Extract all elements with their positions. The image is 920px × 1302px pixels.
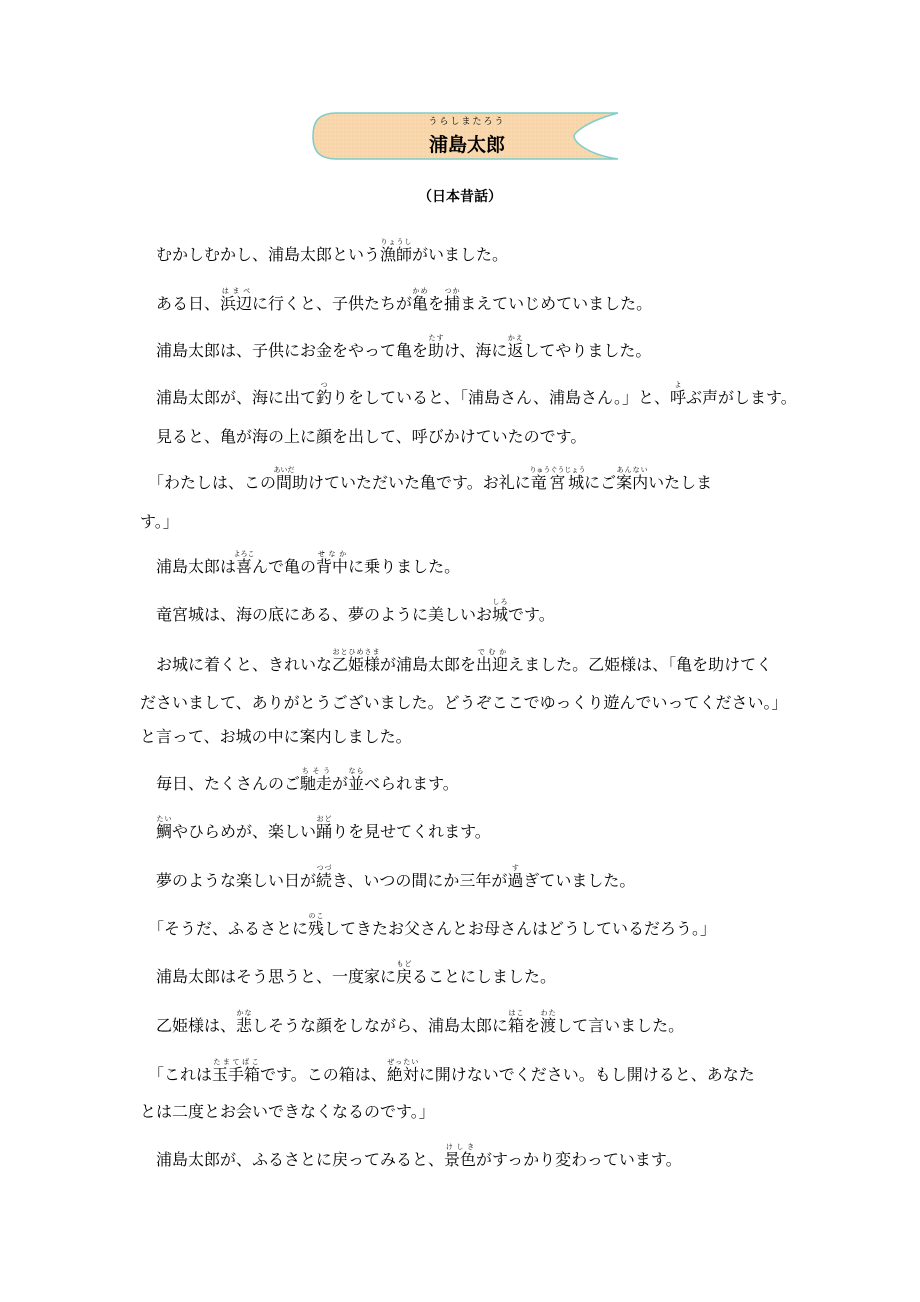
- ruby-base: 過: [507, 871, 524, 890]
- text-run: と言って、お城の中に案内しました。: [140, 727, 412, 746]
- ruby-base: 竜宮城: [529, 473, 586, 492]
- text-run: 「わたしは、この: [140, 473, 277, 492]
- ruby-word: [386, 1058, 419, 1084]
- paragraph-line: [140, 424, 586, 447]
- ruby-word: [669, 381, 686, 407]
- paragraph-line: [140, 466, 712, 493]
- ruby-word: [308, 912, 325, 938]
- text-run: 浦島太郎が、海に出て: [140, 388, 317, 407]
- ruby-word: [273, 466, 295, 492]
- text-run: 「そうだ、ふるさとに: [140, 919, 309, 938]
- page-title: 浦島太郎: [428, 134, 505, 156]
- ruby-base: 玉手箱: [212, 1065, 261, 1084]
- ruby-reading: たまてばこ: [212, 1058, 261, 1066]
- ruby-reading: なら: [348, 767, 365, 775]
- ruby-word: [444, 287, 461, 313]
- paragraph-line: [140, 238, 508, 265]
- paragraph-line: [140, 648, 772, 675]
- text-run: 乙姫様は、: [140, 1016, 237, 1035]
- paragraph-line: [140, 912, 716, 939]
- text-run: してきたお父さんとお母さんはどうしているだろう。」: [324, 919, 717, 938]
- ruby-reading: はこ: [508, 1009, 525, 1017]
- ruby-base: 踊: [316, 822, 333, 841]
- ruby-reading: たい: [156, 815, 173, 823]
- ruby-reading: けしき: [444, 1143, 477, 1151]
- ruby-word: [412, 287, 429, 313]
- text-run: にご: [584, 473, 617, 492]
- ruby-base: 喜: [233, 557, 255, 576]
- text-run: いたしま: [648, 473, 713, 492]
- ruby-reading: わた: [540, 1009, 557, 1017]
- ruby-word: [316, 381, 333, 407]
- ruby-word: [444, 1143, 477, 1169]
- text-run: りをしていると、「浦島さん、浦島さん。」と、: [332, 388, 670, 407]
- paragraph-line: [140, 334, 651, 361]
- ruby-base: 残: [308, 919, 325, 938]
- paragraph-line: [140, 550, 460, 577]
- ruby-reading: あいだ: [273, 466, 295, 474]
- text-run: 夢のような楽しい日が: [140, 871, 317, 890]
- ruby-base: 続: [316, 871, 333, 890]
- paragraph-line: [140, 864, 635, 891]
- text-run: を: [428, 294, 445, 313]
- ruby-base: 亀: [412, 294, 429, 313]
- paragraph-line: [140, 1058, 755, 1085]
- ruby-word: [428, 334, 445, 360]
- text-run: して言いました。: [556, 1016, 685, 1035]
- ruby-word: [508, 1009, 525, 1035]
- text-run: です。: [508, 605, 555, 624]
- paragraph-line: [140, 598, 555, 625]
- text-run: が: [332, 774, 349, 793]
- ruby-base: 戻: [396, 967, 413, 986]
- text-run: を: [524, 1016, 541, 1035]
- ruby-word: [529, 466, 586, 492]
- ruby-base: 間: [273, 473, 295, 492]
- paragraph-line: [140, 287, 652, 314]
- ruby-reading: おとひめさま: [332, 648, 381, 656]
- ruby-word: [332, 648, 381, 674]
- text-run: き、いつの間にか三年が: [332, 871, 508, 890]
- text-run: とは二度とお会いできなくなるのです。」: [140, 1102, 435, 1121]
- ruby-base: 乙姫様: [332, 655, 381, 674]
- ruby-reading: つづ: [316, 864, 333, 872]
- ruby-reading: しろ: [492, 598, 509, 606]
- ruby-word: [212, 1058, 261, 1084]
- text-run: えました。乙姫様は、「亀を助けてく: [508, 655, 773, 674]
- ruby-reading: おど: [316, 815, 333, 823]
- ruby-base: 漁師: [380, 245, 413, 264]
- ruby-base: 並: [348, 774, 365, 793]
- ruby-reading: よろこ: [233, 550, 255, 558]
- ruby-base: 馳走: [300, 774, 333, 793]
- ruby-word: [156, 815, 173, 841]
- text-run: に行くと、子供たちが: [252, 294, 413, 313]
- ruby-word: [396, 960, 413, 986]
- ruby-word: [507, 334, 524, 360]
- banner-ruby: うらしまたろう: [428, 117, 506, 127]
- text-run: す。」: [140, 512, 179, 531]
- text-run: け、海に: [444, 341, 508, 360]
- ruby-reading: よ: [669, 381, 686, 389]
- ruby-base: 景色: [444, 1150, 477, 1169]
- ruby-word: [220, 287, 253, 313]
- ruby-base: 渡: [540, 1016, 557, 1035]
- ruby-base: 城: [492, 605, 509, 624]
- text-run: まえていじめていました。: [460, 294, 653, 313]
- text-run: ぶ声がします。: [685, 388, 797, 407]
- ruby-reading: のこ: [308, 912, 325, 920]
- ruby-word: [476, 648, 509, 674]
- text-run: 浦島太郎はそう思うと、一度家に: [140, 967, 397, 986]
- ruby-reading: す: [507, 864, 524, 872]
- paragraph-line: [140, 509, 179, 532]
- text-run: 毎日、たくさんのご: [140, 774, 301, 793]
- text-run: 「これは: [140, 1065, 213, 1084]
- text-run: ある日、: [140, 294, 221, 313]
- paragraph-line: [140, 1009, 684, 1036]
- text-run: 竜宮城は、海の底にある、夢のように美しいお: [140, 605, 493, 624]
- text-run: してやりました。: [523, 341, 652, 360]
- subtitle: （日本昔話）: [418, 189, 502, 205]
- ruby-word: [316, 550, 349, 576]
- ruby-word: [492, 598, 509, 624]
- text-run: です。この箱は、: [260, 1065, 387, 1084]
- ruby-word: [507, 864, 524, 890]
- ruby-base: 出迎: [476, 655, 509, 674]
- text-run: 浦島太郎が、ふるさとに戻ってみると、: [140, 1150, 445, 1169]
- ruby-word: [236, 1009, 253, 1035]
- text-run: が浦島太郎を: [380, 655, 477, 674]
- paragraph-line: [140, 1143, 682, 1170]
- ruby-word: [540, 1009, 557, 1035]
- text-run: べられます。: [364, 774, 459, 793]
- text-run: 浦島太郎は、子供にお金をやって亀を: [140, 341, 429, 360]
- ruby-base: 案内: [616, 473, 649, 492]
- text-run: やひらめが、楽しい: [172, 822, 317, 841]
- text-run: お城に着くと、きれいな: [140, 655, 333, 674]
- ruby-base: 悲: [236, 1016, 253, 1035]
- ruby-reading: つか: [444, 287, 461, 295]
- text-run: しそうな顔をしながら、浦島太郎に: [252, 1016, 509, 1035]
- ruby-reading: りゅうぐうじょう: [529, 466, 586, 474]
- text-run: がいました。: [412, 245, 509, 264]
- ruby-base: 箱: [508, 1016, 525, 1035]
- ruby-word: [316, 815, 333, 841]
- ruby-word: [316, 864, 333, 890]
- ruby-reading: かな: [236, 1009, 253, 1017]
- ruby-reading: ぜったい: [386, 1058, 419, 1066]
- paragraph-line: [140, 381, 797, 408]
- text-run: んで亀の: [252, 557, 317, 576]
- text-run: 助けていただいた亀です。お礼に: [292, 473, 531, 492]
- ruby-base: 背中: [316, 557, 349, 576]
- ruby-word: [233, 550, 255, 576]
- text-run: ぎていました。: [523, 871, 636, 890]
- ruby-reading: つ: [316, 381, 333, 389]
- title-banner: [312, 111, 622, 161]
- text-run: に乗りました。: [348, 557, 461, 576]
- paragraph-line: [140, 767, 459, 794]
- text-run: に開けないでください。もし開けると、あなた: [418, 1065, 755, 1084]
- ruby-reading: もど: [396, 960, 413, 968]
- text-run: ることにしました。: [412, 967, 557, 986]
- ruby-reading: たす: [428, 334, 445, 342]
- ruby-base: 捕: [444, 294, 461, 313]
- paragraph-line: [140, 1099, 435, 1122]
- text-run: がすっかり変わっています。: [476, 1150, 682, 1169]
- paragraph-line: [140, 690, 788, 713]
- text-run: 見ると、亀が海の上に顔を出して、呼びかけていたのです。: [140, 427, 587, 446]
- ruby-word: [348, 767, 365, 793]
- ruby-reading: あんない: [616, 466, 649, 474]
- paragraph-line: [140, 815, 491, 842]
- ruby-word: [616, 466, 649, 492]
- ruby-reading: りょうし: [380, 238, 413, 246]
- ruby-base: 浜辺: [220, 294, 253, 313]
- ruby-base: 鯛: [156, 822, 173, 841]
- ruby-base: 助: [428, 341, 445, 360]
- ruby-base: 呼: [669, 388, 686, 407]
- ruby-reading: かめ: [412, 287, 429, 295]
- paragraph-line: [140, 724, 412, 747]
- ruby-word: [380, 238, 413, 264]
- ruby-reading: せなか: [316, 550, 349, 558]
- text-run: 浦島太郎は: [140, 557, 237, 576]
- ruby-reading: かえ: [507, 334, 524, 342]
- text-run: [140, 822, 156, 841]
- ruby-base: 絶対: [386, 1065, 419, 1084]
- ruby-base: 釣: [316, 388, 333, 407]
- paragraph-line: [140, 960, 556, 987]
- ruby-word: [300, 767, 333, 793]
- text-run: ださいまして、ありがとうございました。どうぞここでゆっくり遊んでいってください。」: [140, 693, 788, 712]
- ruby-reading: はまべ: [220, 287, 253, 295]
- ruby-reading: でむか: [476, 648, 509, 656]
- ruby-base: 返: [507, 341, 524, 360]
- ruby-reading: ちそう: [300, 767, 333, 775]
- text-run: むかしむかし、浦島太郎という: [140, 245, 381, 264]
- text-run: りを見せてくれます。: [332, 822, 491, 841]
